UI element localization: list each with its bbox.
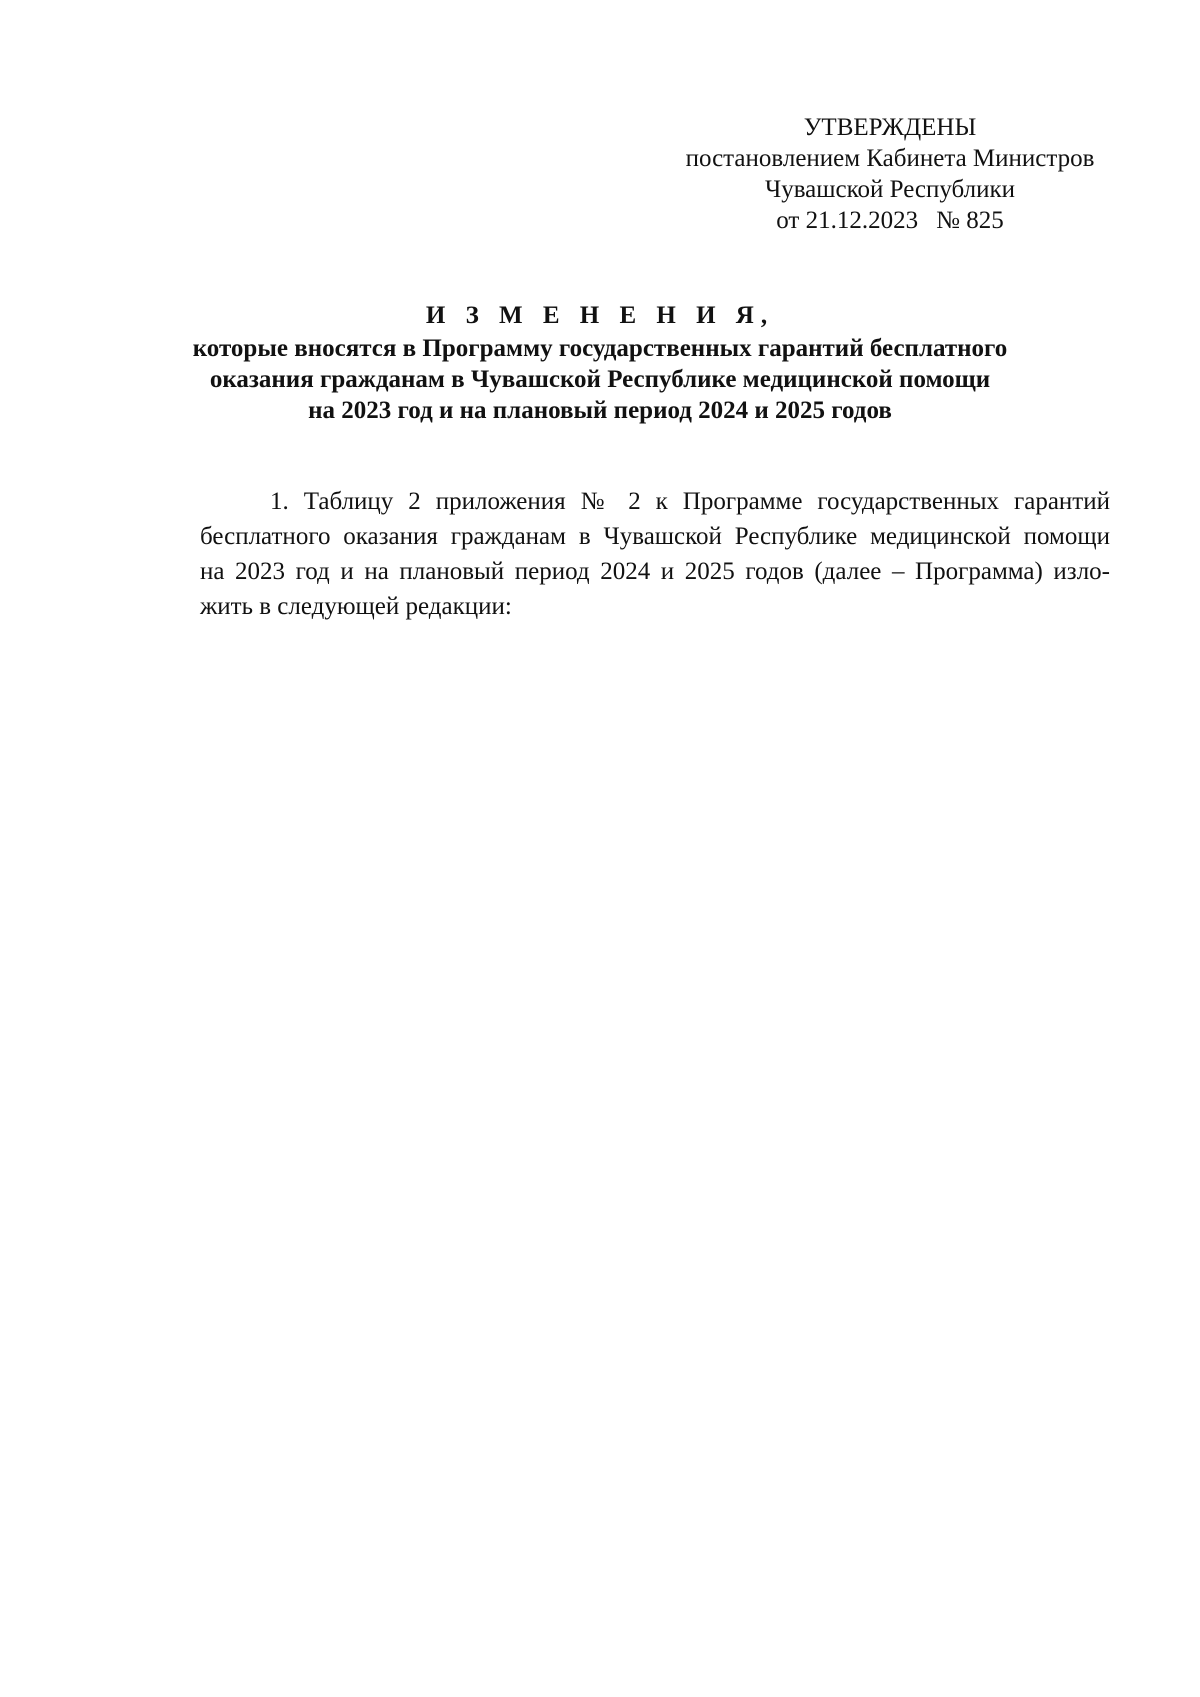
body-line-3: на 2023 год и на плановый период 2024 и 2025 годов (далее – Программа) изло- [200,558,1110,585]
approval-region: Чувашской Республики [764,176,1016,203]
body-line-4: жить в следующей редакции: [200,593,512,620]
document-title [150,300,1050,426]
body-line-1: 1. Таблицу 2 приложения № 2 к Программе государственных гарантий [270,488,1110,515]
body-paragraph [200,484,1110,624]
body-line-2: бесплатного оказания гражданам в Чувашской Республике медицинской помощи [200,523,1110,550]
title-line-2: оказания гражданам в Чувашской Республике медицинской помощи [209,366,991,393]
approval-status: УТВЕРЖДЕНЫ [803,114,977,141]
approval-date: от 21.12.2023 [776,207,919,234]
title-line-1: которые вносятся в Программу государственных гарантий бесплатного [192,335,1008,362]
approval-authority: постановлением Кабинета Министров [685,145,1095,172]
title-line-3: на 2023 год и на плановый период 2024 и 2025 годов [308,397,892,424]
approval-number: № 825 [936,207,1004,234]
title-heading: И З М Е Н Е Н И Я, [425,302,775,329]
approval-date-number [670,205,1110,236]
approval-stamp-block [670,112,1110,236]
